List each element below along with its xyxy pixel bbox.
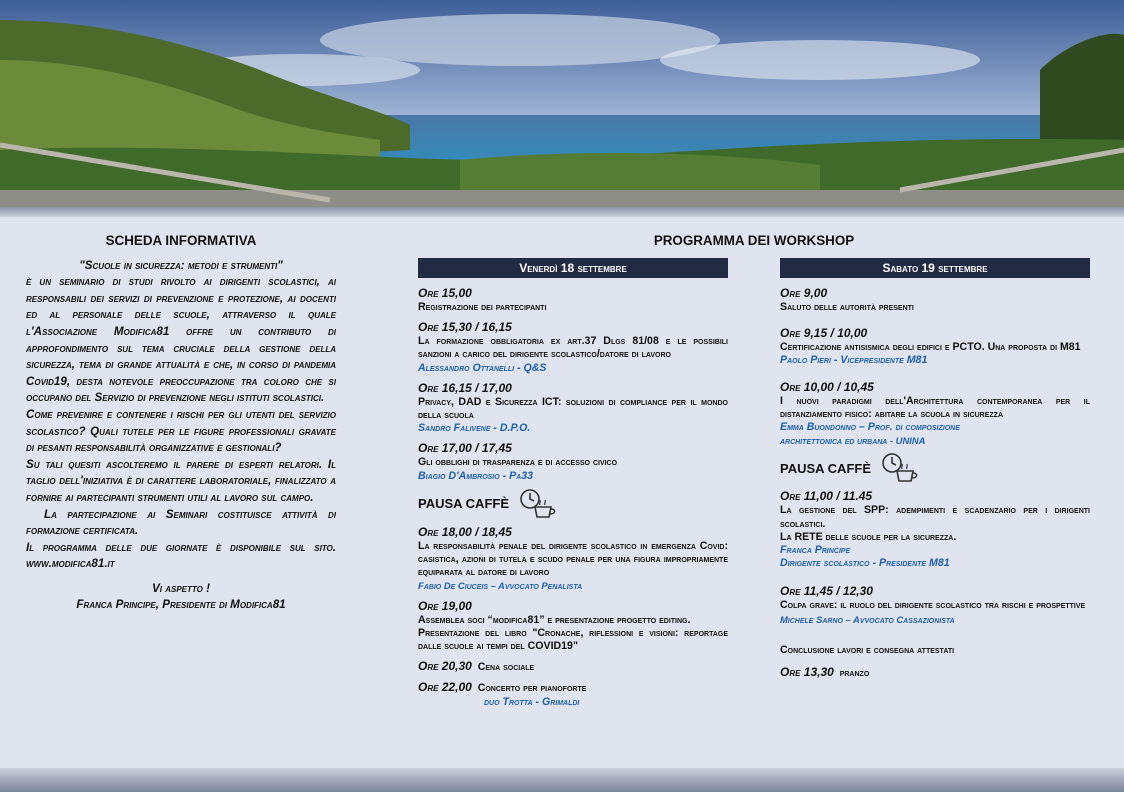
info-paragraph-1: è un seminario di studi rivolto ai dirigenti scolastici, ai responsabili dei servizi di prevenzione e protezione, ai docenti ed al personale delle scuole, attraverso il quale l'Associazione Modifica81 offre un contributo di approfondimento sul tema cruciale della gestione della sicurezza, tema di grande attualità e che, in corso di pandemia Covid19, desta notevole preoccupazione tra coloro che si occupano del Servizio di prevenzione negli istituti scolastici.: [26, 275, 336, 405]
event-time: Ore 19,00: [418, 598, 472, 613]
info-paragraph-2: Come prevenire e contenere i rischi per gli utenti del servizio scolastico? Quali tutele per le figure professionali gravate di pesanti responsabilità organizzative e gestionali?: [26, 407, 336, 455]
event-speaker: Michele Sarno – Avvocato Cassazionista: [780, 613, 955, 625]
friday-event: [418, 599, 728, 654]
greeting: Vi aspetto !: [152, 581, 210, 595]
event-time: Ore 18,00 / 18,45: [418, 524, 512, 539]
event-desc: La formazione obbligatoria ex art.37 Dlgs 81/08 e le possibili sanzioni a carico del dirigente scolastico/datore di lavoro: [418, 335, 728, 361]
seminar-title: "Scuole in sicurezza: metodi e strumenti": [79, 258, 283, 272]
event-time: Ore 22,00: [418, 680, 472, 695]
friday-event: [418, 381, 728, 436]
saturday-event: [780, 644, 1090, 657]
event-time: Ore 13,30: [780, 665, 834, 680]
saturday-column: [780, 258, 1090, 686]
clock-coffee-icon: [881, 452, 919, 484]
event-time: Ore 11,00 / 11.45: [780, 489, 873, 504]
event-time: Ore 9,15 / 10,00: [780, 326, 868, 341]
bottom-divider-band: [0, 768, 1124, 792]
coffee-break-label: PAUSA CAFFÈ: [418, 496, 509, 512]
event-desc: La gestione del SPP: adempimenti e scadenzario per i dirigenti scolastici.: [780, 504, 1090, 530]
signature: Franca Principe, Presidente di Modifica81: [76, 598, 286, 612]
event-time: Ore 16,15 / 17,00: [418, 380, 512, 395]
event-desc: pranzo: [839, 667, 870, 680]
event-desc: Conclusione lavori e consegna attestati: [780, 643, 955, 656]
saturday-event: [780, 665, 1090, 680]
event-speaker: Paolo Pieri - Vicepresidente M81: [780, 354, 928, 367]
event-time: Ore 20,30: [418, 659, 472, 674]
event-time: Ore 15,00: [418, 286, 472, 300]
info-heading: SCHEDA INFORMATIVA: [105, 233, 257, 248]
event-desc: Assemblea soci “modifica81” e presentazione progetto editing.: [418, 613, 691, 626]
event-time: Ore 17,00 / 17,45: [418, 441, 512, 456]
event-speaker-2: architettonica ed urbana - UNINA: [780, 435, 926, 447]
event-desc: Certificazione antisismica degli edifici e PCTO. Una proposta di M81: [780, 341, 1081, 354]
event-desc: Cena sociale: [477, 661, 535, 674]
friday-event: [418, 659, 728, 674]
event-desc: Saluto delle autorità presenti: [780, 301, 914, 313]
saturday-event: [780, 489, 1090, 570]
event-speaker: Fabio De Ciuceis – Avvocato Penalista: [418, 580, 583, 592]
event-speaker: Emma Buondonno – Prof. di composizione: [780, 421, 960, 434]
friday-header: Venerdì 18 settembre: [418, 258, 728, 278]
event-desc: Concerto per pianoforte: [477, 682, 587, 695]
event-time: Ore 11,45 / 12,30: [780, 584, 873, 599]
clock-coffee-icon: [519, 488, 557, 520]
friday-event: [418, 525, 728, 593]
event-speaker-2: Dirigente scolastico - Presidente M81: [780, 557, 950, 570]
event-speaker: Biagio D'Ambrosio - Pa33: [418, 469, 534, 482]
info-sheet: [26, 233, 336, 614]
event-desc: La responsabilità penale del dirigente scolastico in emergenza Covid: casistica, azioni di tutela e scudo penale per una figura impropriamente equiparata al datore di lavoro: [418, 539, 728, 579]
event-desc: I nuovi paradigmi dell'Architettura contemporanea per il distanziamento fisico: abitare la scuola in sicurezza: [780, 394, 1090, 420]
program-title: PROGRAMMA DEI WORKSHOP: [653, 233, 855, 248]
info-paragraph-5: Il programma delle due giornate è disponibile sul sito. www.modifica81.it: [26, 540, 336, 571]
friday-event: [418, 441, 728, 482]
event-desc-2: Presentazione del libro "Cronache, riflessioni e visioni: reportage dalle scuole ai tempi del COVID19": [418, 626, 728, 653]
event-speaker: Alessandro Ottanelli - Q&S: [418, 361, 547, 374]
event-desc: Gli obblighi di trasparenza e di accesso civico: [418, 456, 618, 469]
saturday-event: [780, 584, 1090, 625]
saturday-event: [780, 326, 1090, 367]
event-speaker: Franca Principe: [780, 544, 851, 557]
coffee-break: [418, 489, 728, 519]
event-desc: Privacy, DAD e Sicurezza ICT: soluzioni di compliance per il mondo della scuola: [418, 395, 728, 422]
friday-event: [418, 320, 728, 375]
event-desc: Colpa grave: il ruolo del dirigente scolastico tra rischi e prospettive: [780, 599, 1086, 612]
event-desc: Registrazione dei partecipanti: [418, 301, 547, 313]
coffee-break: [780, 453, 1090, 483]
info-paragraph-4: La partecipazione ai Seminari costituisce attività di formazione certificata.: [26, 507, 336, 538]
top-divider-band: [0, 207, 1124, 217]
info-paragraph-3: Su tali quesiti ascolteremo il parere di esperti relatori. Il taglio dell'iniziativa è di carattere laboratoriale, finalizzato a fornire ai partecipanti strumenti utili al lavoro sul campo.: [26, 457, 336, 504]
event-time: Ore 10,00 / 10,45: [780, 379, 874, 394]
friday-column: [418, 258, 728, 715]
header-landscape-photo: [0, 0, 1124, 210]
saturday-event: [780, 286, 1090, 314]
saturday-header: Sabato 19 settembre: [780, 258, 1090, 278]
event-desc-2: La RETE delle scuole per la sicurezza.: [780, 530, 957, 543]
saturday-event: [780, 380, 1090, 448]
event-speaker: Sandro Falivene - D.P.O.: [418, 422, 531, 435]
event-time: Ore 15,30 / 16,15: [418, 320, 512, 335]
event-time: Ore 9,00: [780, 286, 828, 300]
coffee-break-label: PAUSA CAFFÈ: [780, 460, 871, 476]
friday-event: [418, 680, 728, 708]
friday-event: [418, 286, 728, 314]
event-speaker: duo Trotta - Grimaldi: [484, 695, 580, 708]
